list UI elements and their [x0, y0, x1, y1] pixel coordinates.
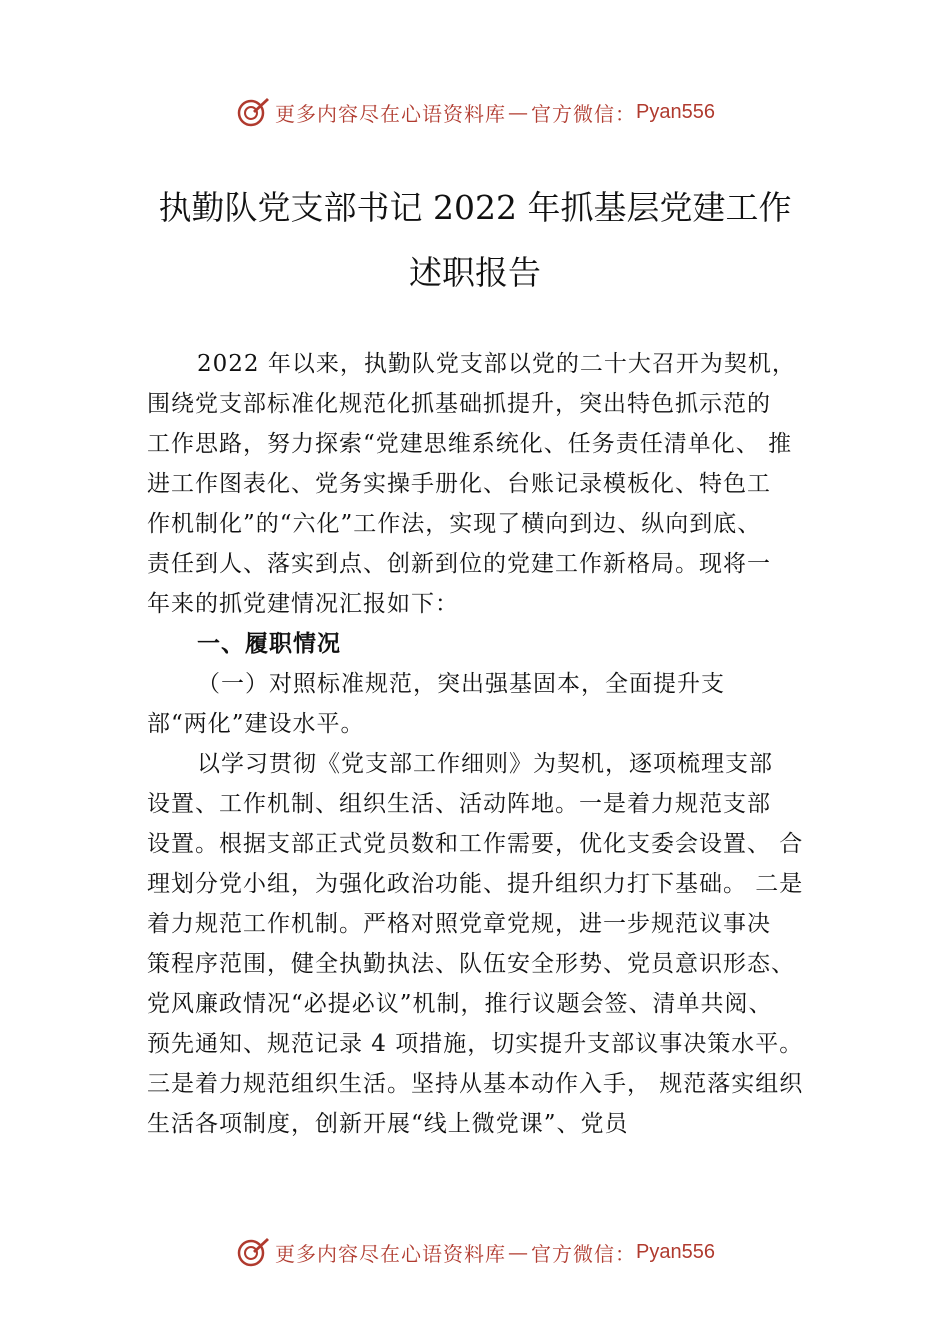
text-line: 进工作图表化、党务实操手册化、台账记录模板化、特色工 — [147, 471, 771, 497]
watermark-official: 官方微信： — [531, 101, 637, 126]
section-heading-text: 一、履职情况 — [197, 630, 341, 657]
document-body — [147, 344, 827, 1144]
text-line: 责任到人、落实到点、创新到位的党建工作新格局。现将一 — [147, 551, 771, 577]
text-line: 着力规范工作机制。严格对照党章党规，进一步规范议事决 — [147, 911, 771, 937]
watermark-handle: Pyan556 — [636, 1240, 715, 1263]
watermark-separator: — — [508, 1240, 530, 1264]
text-line: 生活各项制度，创新开展“线上微党课”、党员 — [147, 1111, 629, 1137]
document-title-line-2: 述职报告 — [409, 253, 541, 292]
text-line: 预先通知、规范记录 4 项措施，切实提升支部议事决策水平。 — [147, 1031, 804, 1057]
watermark-separator: — — [508, 100, 530, 124]
text-line: 部“两化”建设水平。 — [147, 711, 365, 737]
section-heading — [147, 624, 827, 664]
text-line: 理划分党小组，为强化政治功能、提升组织力打下基础。 二是 — [147, 871, 804, 897]
pen-logo-icon — [235, 94, 271, 130]
watermark-official: 官方微信： — [531, 1241, 637, 1266]
text-line: 围绕党支部标准化规范化抓基础抓提升，突出特色抓示范的 — [147, 391, 771, 417]
pen-logo-icon — [235, 1234, 271, 1270]
body-paragraph — [147, 744, 827, 1144]
text-line: 作机制化”的“六化”工作法，实现了横向到边、纵向到底、 — [147, 511, 762, 537]
watermark-handle: Pyan556 — [636, 100, 715, 123]
document-title-line-1: 执勤队党支部书记 2022 年抓基层党建工作 — [158, 188, 792, 227]
text-line: 设置。根据支部正式党员数和工作需要，优化支委会设置、 合 — [147, 831, 804, 857]
watermark-text: 更多内容尽在心语资料库 — [275, 101, 507, 126]
text-line: （一）对照标准规范，突出强基固本，全面提升支 — [197, 671, 725, 697]
text-line: 党风廉政情况“必提必议”机制，推行议题会签、清单共阅、 — [147, 991, 773, 1017]
watermark-banner-bottom — [0, 1232, 950, 1272]
text-line: 工作思路，努力探索“党建思维系统化、任务责任清单化、 推 — [147, 431, 793, 457]
text-line: 2022 年以来，执勤队党支部以党的二十大召开为契机， — [197, 351, 796, 377]
watermark-banner-top — [0, 92, 950, 132]
text-line: 策程序范围，健全执勤执法、队伍安全形势、党员意识形态、 — [147, 951, 795, 977]
text-line: 年来的抓党建情况汇报如下： — [147, 591, 459, 617]
text-line: 以学习贯彻《党支部工作细则》为契机，逐项梳理支部 — [197, 751, 773, 777]
text-line: 三是着力规范组织生活。坚持从基本动作入手， 规范落实组织 — [147, 1071, 804, 1097]
text-line: 设置、工作机制、组织生活、活动阵地。一是着力规范支部 — [147, 791, 771, 817]
subsection-heading — [147, 664, 827, 744]
watermark-text: 更多内容尽在心语资料库 — [275, 1241, 507, 1266]
intro-paragraph — [147, 344, 827, 624]
